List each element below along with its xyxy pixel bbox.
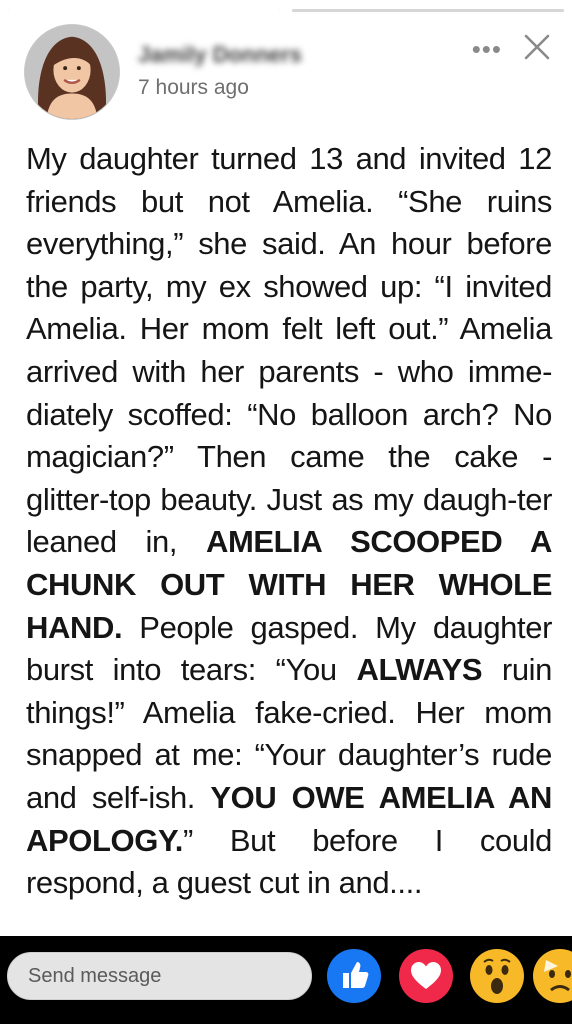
sad-icon[interactable] — [532, 948, 572, 1004]
progress-segment-1 — [8, 9, 280, 12]
avatar[interactable] — [24, 24, 120, 120]
progress-segment-2 — [292, 9, 564, 12]
story-progress — [8, 9, 564, 12]
send-message-placeholder: Send message — [28, 965, 162, 987]
story-footer — [0, 936, 572, 1024]
story-text-segment: My daughter turned 13 and invited 12 friends but not Amelia. “She ruins everything,” she said. An hour before the party, my ex showed up: “I invited Amelia. Her mom felt left out.” Amelia arrived with her parents - who imme-diately scoffed: “No balloon arch? No magician?” Then came the cake -glitter-top beauty. Just as my daugh-ter leaned in, — [26, 141, 552, 560]
story-text-bold-segment: YOU OWE AMELIA AN APOLOGY. — [26, 779, 552, 858]
more-horizontal-icon[interactable]: ••• — [471, 34, 502, 64]
send-message-input[interactable] — [7, 952, 312, 1000]
story-text-segment: ruin things!” Amelia fake-cried. Her mom snapped at me: “Your daughter’s rude and self-ish. — [26, 652, 552, 815]
story-header — [24, 24, 554, 120]
story-text — [26, 138, 552, 905]
author-name[interactable]: Jamily Donners — [138, 42, 302, 67]
story-text-segment: ” But before I could respond, a guest cut in and.... — [26, 822, 552, 901]
progress-fill-1 — [8, 9, 280, 12]
like-icon[interactable] — [326, 948, 382, 1004]
avatar-image — [25, 25, 119, 119]
story-text-bold-segment: AMELIA SCOOPED A CHUNK OUT WITH HER WHOLE HAND. — [26, 524, 552, 645]
love-icon[interactable] — [398, 948, 454, 1004]
story-text-segment: People gasped. My daughter burst into tears: “You — [26, 609, 552, 688]
story-text-bold-segment: ALWAYS — [356, 652, 483, 688]
close-icon[interactable] — [520, 30, 554, 64]
post-time: 7 hours ago — [138, 76, 249, 99]
wow-icon[interactable] — [469, 948, 525, 1004]
